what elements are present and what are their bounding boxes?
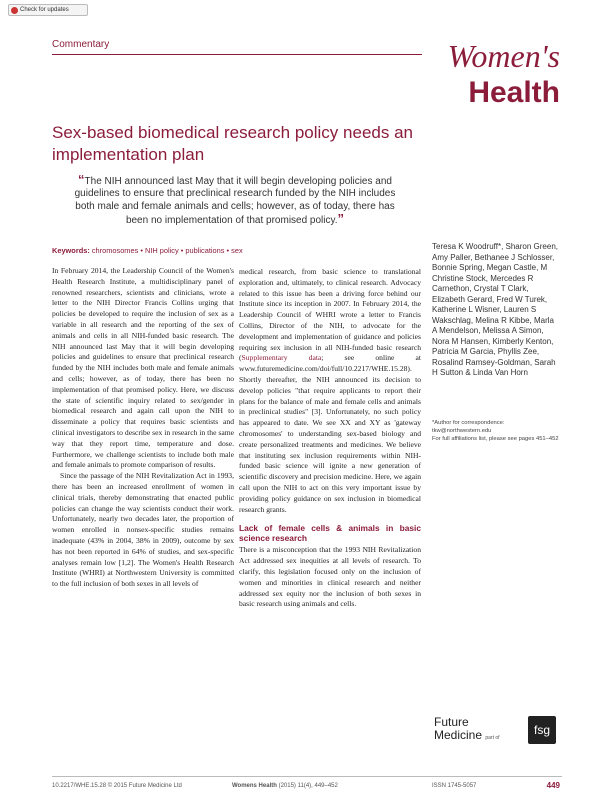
logo-part-of: part of — [485, 735, 500, 741]
page-number: 449 — [546, 781, 560, 790]
footer-divider — [52, 776, 562, 777]
footer-doi: 10.2217/WHE.15.28 © 2015 Future Medicine Ltd — [52, 783, 182, 789]
paragraph — [239, 267, 421, 515]
logo-line2: Medicine part of — [434, 728, 500, 742]
journal-title-line1: Women's — [447, 38, 560, 74]
paragraph: There is a misconception that the 1993 NIH Revitalization Act addressed sex inequities at all levels of research. To clarify, this legislation focused only on the inclusion of women and minorities in clinical research and neither addressed sex equity nor the inclusion of both sexes in basic research using animals and cells. — [239, 545, 421, 609]
section-heading: Lack of female cells & animals in basic science research — [239, 523, 421, 544]
paragraph-text: medical research, from basic science to translational exploration and, ultimately, to clinical research. Advocacy related to this issue has been a driving force behind our Institute since its inception in 2007. In February 2014, the Leadership Council of WHRI wrote a letter to Francis Collins, Director of the NIH, to advocate for the development and implementation of guidance and policies requiring sex inclusion in all NIH-funded basic research ( — [239, 267, 421, 363]
keyword[interactable]: NIH policy — [145, 246, 179, 255]
paragraph-text: ; see online at www.futuremedicine.com/doi/full/10.2217/WHE.15.28). Shortly thereafter, the NIH announced its decision to develop policies "that require applicants to report their plans for the balance of male and female cells and animals in preclinical studies" [3]. Unfortunately, no such policy has appeared to date. We see XX and XY as 'gateway chromosomes' to understanding sex-based biology and create personalized treatments and medicines. We believe that instituting sex inclusion requirements within NIH-funded basic science will ignite a new generation of scientific discovery and precision medicine. Here, we again call upon the NIH to act on this very important issue by providing policy guidance on sex inclusion in biomedical research grants. — [239, 353, 421, 514]
badge-label: Check for updates — [20, 7, 69, 13]
keyword[interactable]: publications — [185, 246, 225, 255]
check-for-updates-badge[interactable] — [8, 4, 88, 16]
paragraph: In February 2014, the Leadership Council of the Women's Health Research Institute, a multidisciplinary panel of renowned researchers, scientists and clinicians, wrote a letter to the NIH Director Francis Collins urging that policies be developed to require the inclusion of sex as a variable in all research and the reporting of the sex of animals and cells in all NIH-funded basic research. The NIH announced last May that it will begin developing policies and guidelines to ensure that preclinical research funded by the NIH includes both male and female animals and cells; however, as of today, there has been no implementation of that promised policy. Here, we discuss the state of scientific inquiry related to sex/gender in biomedical research and again call upon the NIH to disseminate a policy that requires basic scientists and clinical investigators to describe sex in research in the same way that they report time, temperature and dose. Furthermore, we challenge scientists to include both male and female animals to promote comparison of results. — [52, 266, 234, 470]
section-divider — [52, 54, 422, 55]
affiliations-note: For full affiliations list, please see pages 451–452 — [432, 436, 559, 442]
keywords-label: Keywords: — [52, 246, 90, 255]
footer-citation-rest: (2015) 11(4), 449–452 — [278, 783, 338, 789]
open-quote-icon: “ — [78, 172, 85, 187]
author-notes — [432, 419, 562, 443]
correspondence-label: *Author for correspondence: — [432, 420, 505, 426]
section-label: Commentary — [52, 39, 110, 50]
fsg-logo: fsg — [528, 716, 556, 744]
keyword[interactable]: chromosomes — [91, 246, 139, 255]
journal-title-line2: Health — [468, 76, 560, 109]
update-icon — [11, 7, 18, 14]
article-title: Sex-based biomedical research policy needs an implementation plan — [52, 123, 413, 164]
keyword-separator: • — [140, 246, 143, 255]
paragraph: Since the passage of the NIH Revitalization Act in 1993, there has been an increased enrollment of women in clinical trials, thereby demonstrating that enacted public policies can change the way scientists conduct their work. Unfortunately, nearly two decades later, the proportion of women enrolled in nonsex-specific studies remains inadequate (43% in 2004, 38% in 2009), outcome by sex has not been reported in 64% of studies, and sex-specific analyses remain low [1,2]. The Women's Health Research Institute (WHRI) at Northwestern University is committed to the full inclusion of both sexes in all levels of — [52, 471, 234, 589]
supplementary-data-link[interactable]: Supplementary data — [241, 353, 322, 363]
keyword[interactable]: sex — [231, 246, 243, 255]
footer-issn: ISSN 1745-5057 — [432, 783, 477, 789]
footer-citation — [232, 783, 338, 789]
author-list: Teresa K Woodruff*, Sharon Green, Amy Paller, Bethanee J Schlosser, Bonnie Spring, Megan Castle, M Christine Stock, Mercedes R Carnethon, Crystal T Clark, Elizabeth Gerard, Fred W Turek, Katherine L Wisner, Lauren S Wakschlag, Melina R Kibbe, Marla A Mendelson, Melissa A Simon, Nora M Hansen, Kimberly Kenton, Patricia M Garcia, Phyllis Zee, Rosalind Ramsey-Goldman, Sarah H Sutton & Linda Van Horn — [432, 242, 558, 377]
keywords-line — [52, 246, 243, 255]
keyword-separator: • — [180, 246, 184, 255]
footer-citation-journal: Womens Health — [232, 783, 277, 789]
pull-quote-text: The NIH announced last May that it will begin developing policies and guidelines to ensure that preclinical research funded by the NIH includes both male and female animals and cells; however, as of today, there has been no implementation of that promised policy. — [74, 176, 396, 227]
body-column-2 — [239, 267, 421, 610]
correspondence-email[interactable]: tkw@northwestern.edu — [432, 428, 492, 434]
keyword-separator: • — [226, 246, 230, 255]
logo-line1: Future — [434, 715, 469, 729]
pull-quote — [65, 174, 405, 228]
close-quote-icon: ” — [337, 211, 345, 227]
body-column-1 — [52, 266, 234, 590]
